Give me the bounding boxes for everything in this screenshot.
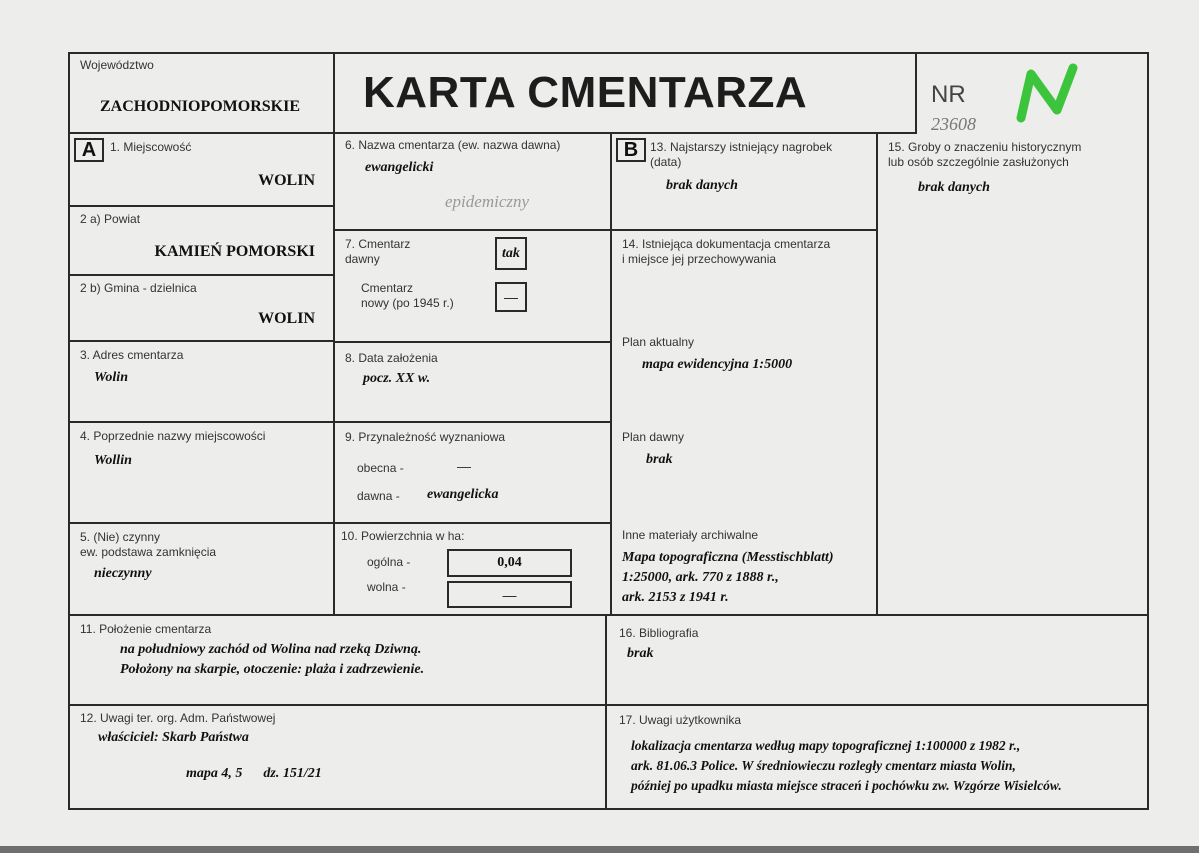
miejscowosc-label: 1. Miejscowość: [110, 140, 192, 154]
cmentarz-nowy-label: Cmentarz nowy (po 1945 r.): [361, 281, 454, 310]
obecna-value: —: [457, 458, 471, 474]
nagrobek-value: brak danych: [666, 178, 738, 193]
uwagi-uzytkownika-value: lokalizacja cmentarza według mapy topograficznej 1:100000 z 1982 r., ark. 81.06.3 Police. W średniowieczu rozległy cmentarz miasta Wolin, później po upadku miasta miejsce straceń i pochówku zw. Wzgórze Wisielców.: [631, 738, 1062, 793]
section-a-badge: A: [74, 138, 104, 162]
ogolna-value: 0,04: [497, 555, 522, 570]
przynaleznosc-label: 9. Przynależność wyznaniowa: [345, 430, 506, 444]
groby-cell: [878, 134, 1147, 616]
nr-handwritten-number: 23608: [931, 114, 976, 134]
nagrobek-cell: [612, 134, 878, 231]
plan-dawny-label: Plan dawny: [622, 430, 685, 444]
obecna-label: obecna -: [357, 461, 404, 475]
adres-value: Wolin: [94, 370, 128, 385]
powiat-label: 2 a) Powiat: [80, 212, 141, 226]
nowy-checkbox: [495, 282, 527, 312]
data-zalozenia-cell: [335, 343, 612, 423]
cmentarz-dawny-label: 7. Cmentarz dawny: [345, 237, 411, 266]
poprzednie-nazwy-cell: [70, 423, 335, 524]
wojewodztwo-cell: [70, 54, 335, 134]
polozenie-cell: [70, 616, 607, 706]
wojewodztwo-label: Województwo: [80, 58, 154, 72]
data-zalozenia-label: 8. Data założenia: [345, 351, 438, 365]
nr-label: NR: [931, 81, 966, 108]
dokumentacja-cell: [612, 231, 878, 616]
inne-materialy-value: Mapa topograficzna (Messtischblatt) 1:25000, ark. 770 z 1888 r., ark. 2153 z 1941 r.: [622, 550, 834, 605]
polozenie-value: na południowy zachód od Wolina nad rzeką Dziwną. Położony na skarpie, otoczenie: plaża i zadrzewienie.: [120, 642, 425, 677]
bibliografia-label: 16. Bibliografia: [619, 626, 699, 640]
groby-label: 15. Groby o znaczeniu historycznym lub osób szczególnie zasłużonych: [888, 140, 1082, 169]
czynny-cell: [70, 524, 335, 616]
card-title: KARTA CMENTARZA: [363, 68, 808, 117]
groby-value: brak danych: [918, 180, 990, 195]
adres-cell: [70, 342, 335, 423]
dawna-value: ewangelicka: [427, 487, 499, 502]
bibliografia-value: brak: [627, 646, 654, 661]
wojewodztwo-value: ZACHODNIOPOMORSKIE: [100, 98, 301, 115]
nazwa-cmentarza-value: ewangelicki: [365, 160, 434, 175]
powierzchnia-label: 10. Powierzchnia w ha:: [341, 529, 465, 543]
przynaleznosc-cell: [335, 423, 612, 524]
uwagi-adm-cell: [70, 706, 607, 808]
plan-dawny-value: brak: [646, 452, 673, 467]
nazwa-cmentarza-label: 6. Nazwa cmentarza (ew. nazwa dawna): [345, 138, 561, 152]
poprzednie-nazwy-label: 4. Poprzednie nazwy miejscowości: [80, 429, 266, 443]
miejscowosc-cell: [70, 134, 335, 207]
adres-label: 3. Adres cmentarza: [80, 348, 184, 362]
powiat-cell: [70, 207, 335, 276]
gmina-label: 2 b) Gmina - dzielnica: [80, 281, 197, 295]
plan-aktualny-label: Plan aktualny: [622, 335, 695, 349]
plan-aktualny-value: mapa ewidencyjna 1:5000: [642, 357, 793, 372]
nazwa-cmentarza-cell: [335, 134, 612, 231]
wolna-value: —: [502, 586, 517, 603]
polozenie-label: 11. Położenie cmentarza: [80, 622, 212, 636]
data-zalozenia-value: pocz. XX w.: [363, 371, 431, 386]
wolna-label: wolna -: [367, 580, 406, 594]
nr-cell: [917, 54, 1147, 134]
czynny-label: 5. (Nie) czynny ew. podstawa zamknięcia: [80, 530, 217, 559]
wolna-box: [447, 581, 572, 608]
inne-materialy-label: Inne materiały archiwalne: [622, 528, 759, 542]
gmina-cell: [70, 276, 335, 342]
poprzednie-nazwy-value: Wollin: [94, 453, 132, 468]
dokumentacja-label: 14. Istniejąca dokumentacja cmentarza i miejsce jej przechowywania: [622, 237, 831, 266]
gmina-value: WOLIN: [258, 310, 315, 327]
cmentarz-typ-cell: [335, 231, 612, 343]
uwagi-adm-label: 12. Uwagi ter. org. Adm. Państwowej: [80, 711, 276, 725]
czynny-value: nieczynny: [94, 566, 152, 581]
bibliografia-cell: [607, 616, 1147, 706]
section-b-badge: B: [616, 138, 646, 162]
uwagi-uzytkownika-cell: [607, 706, 1147, 808]
dawny-checkbox: [495, 237, 527, 270]
miejscowosc-value: WOLIN: [258, 172, 315, 189]
ogolna-box: [447, 549, 572, 577]
nagrobek-label: 13. Najstarszy istniejący nagrobek (data): [650, 140, 833, 169]
green-check-mark-icon: [1013, 62, 1081, 124]
dawna-label: dawna -: [357, 489, 400, 503]
nazwa-handwritten-note: epidemiczny: [445, 192, 530, 211]
dawny-value: tak: [502, 245, 520, 261]
nowy-value: —: [504, 289, 518, 305]
title-cell: [335, 54, 917, 134]
uwagi-adm-owner-value: właściciel: Skarb Państwa: [98, 730, 249, 745]
uwagi-adm-map-value: mapa 4, 5 dz. 151/21: [186, 766, 322, 781]
uwagi-uzytkownika-label: 17. Uwagi użytkownika: [619, 713, 742, 727]
powiat-value: KAMIEŃ POMORSKI: [154, 243, 315, 260]
cemetery-card-form: [68, 52, 1149, 810]
ogolna-label: ogólna -: [367, 555, 411, 569]
powierzchnia-cell: [335, 524, 612, 616]
